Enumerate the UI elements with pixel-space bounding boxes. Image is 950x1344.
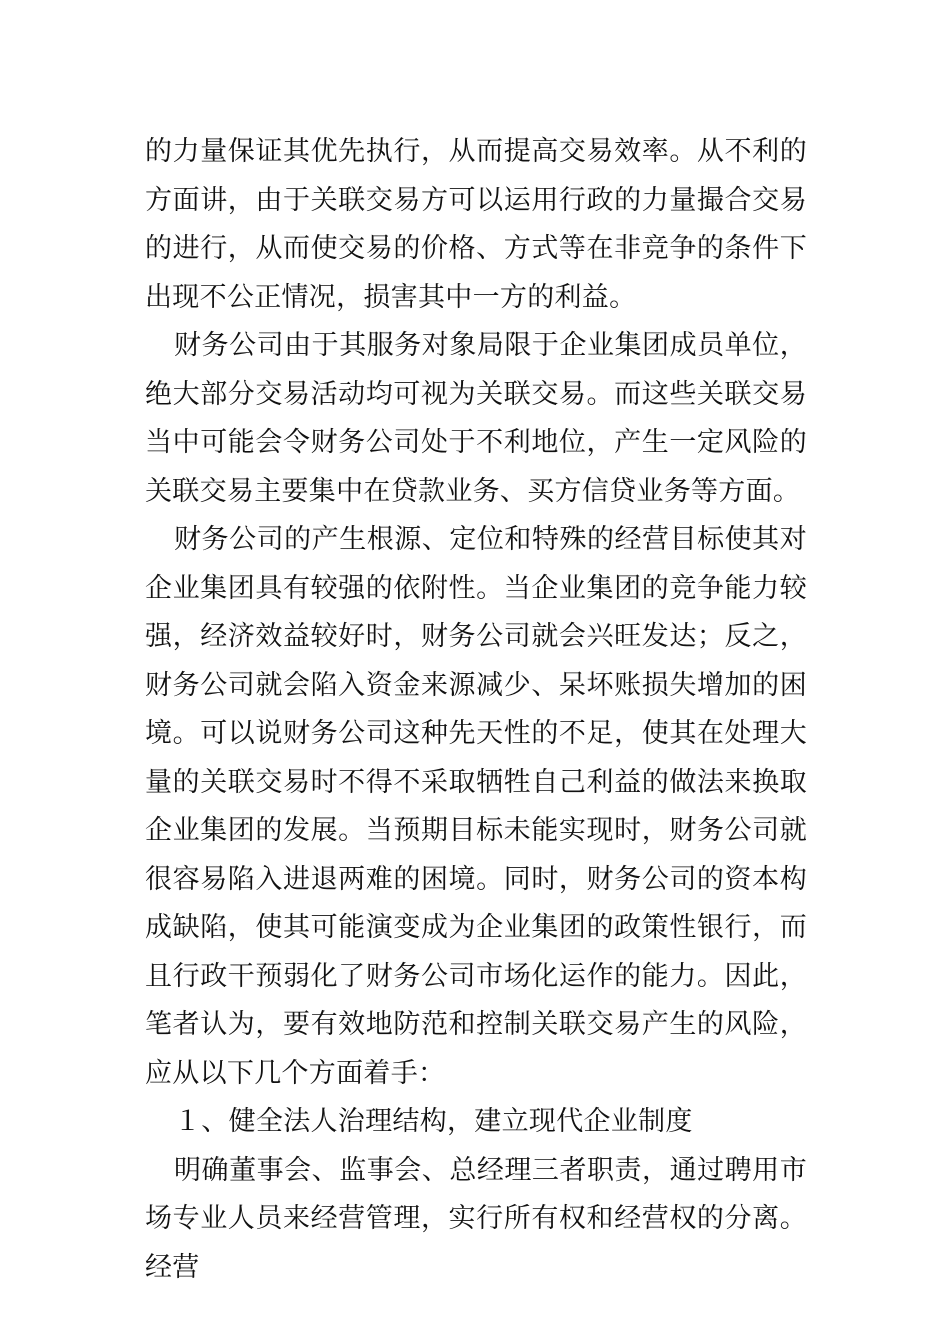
paragraph-governance: 明确董事会、监事会、总经理三者职责，通过聘用市场专业人员来经营管理，实行所有权和经营权的分离。经营: [145, 1154, 807, 1283]
section-heading-1: １、健全法人治理结构，建立现代企业制度: [174, 1106, 693, 1137]
paragraph-continued: 的力量保证其优先执行，从而提高交易效率。从不利的方面讲，由于关联交易方可以运用行政的力量撮合交易的进行，从而使交易的价格、方式等在非竞争的条件下出现不公正情况，损害其中一方的利益。: [145, 136, 807, 313]
document-body: [145, 128, 807, 1292]
paragraph-dependency: 财务公司的产生根源、定位和特殊的经营目标使其对企业集团具有较强的依附性。当企业集团的竞争能力较强，经济效益较好时，财务公司就会兴旺发达；反之，财务公司就会陷入资金来源减少、呆坏账损失增加的困境。可以说财务公司这种先天性的不足，使其在处理大量的关联交易时不得不采取牺牲自己利益的做法来换取企业集团的发展。当预期目标未能实现时，财务公司就很容易陷入进退两难的困境。同时，财务公司的资本构成缺陷，使其可能演变成为企业集团的政策性银行，而且行政干预弱化了财务公司市场化运作的能力。因此，笔者认为，要有效地防范和控制关联交易产生的风险，应从以下几个方面着手：: [145, 524, 807, 1089]
paragraph-related-transactions: 财务公司由于其服务对象局限于企业集团成员单位，绝大部分交易活动均可视为关联交易。而这些关联交易当中可能会令财务公司处于不利地位，产生一定风险的关联交易主要集中在贷款业务、买方信贷业务等方面。: [145, 330, 807, 507]
